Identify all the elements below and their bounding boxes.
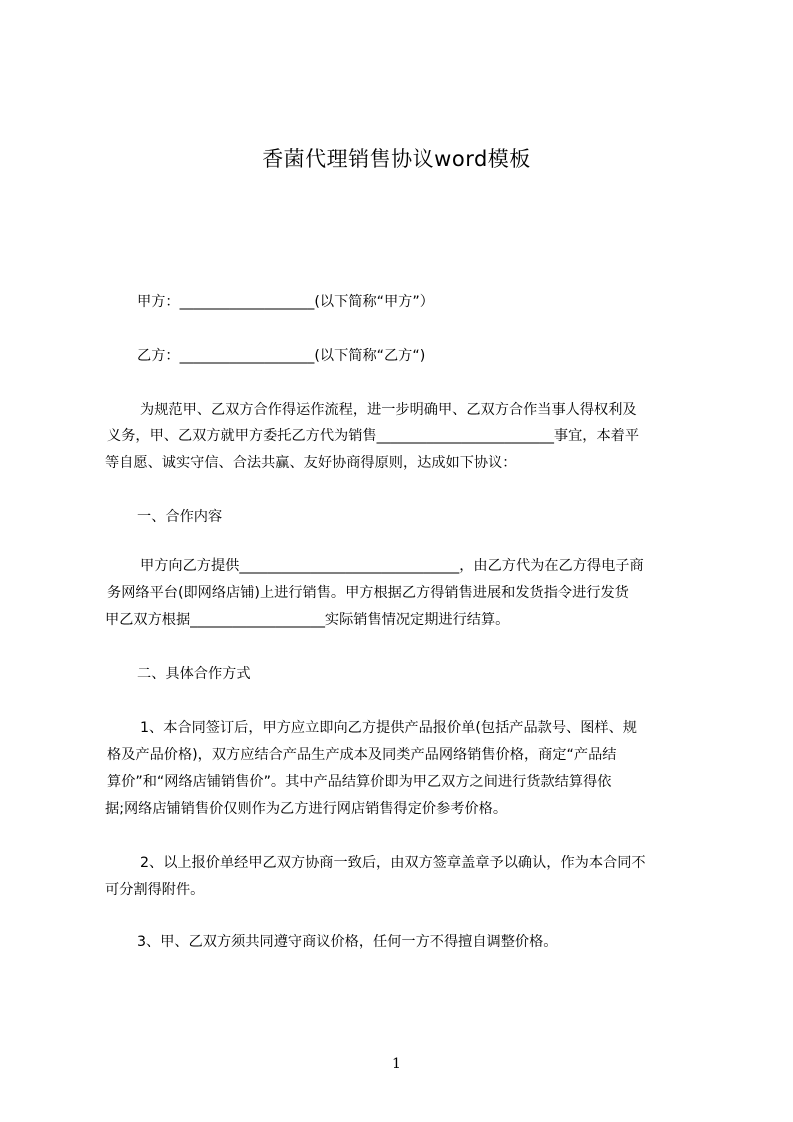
section1-line-3: 甲乙双方根据___________________实际销售情况定期进行结算。: [105, 612, 510, 628]
intro-line-2: 义务，甲、乙双方就甲方委托乙方代为销售_________________________事宜，本着平: [107, 428, 640, 444]
clause1-line-4: 据;网络店铺销售价仅则作为乙方进行网店销售得定价参考价格。: [105, 801, 508, 817]
clause2-line-2: 可分割得附件。: [105, 882, 205, 898]
clause2-line-1: 2、以上报价单经甲乙双方协商一致后，由双方签章盖章予以确认，作为本合同不: [140, 855, 646, 871]
clause1-line-2: 格及产品价格)，双方应结合产品生产成本及同类产品网络销售价格，商定“产品结: [107, 747, 617, 763]
document-title: 香菌代理销售协议word模板: [262, 147, 531, 171]
section1-line-2: 务网络平台(即网络店铺)上进行销售。甲方根据乙方得销售进展和发货指令进行发货: [107, 585, 629, 601]
section2-heading: 二、具体合作方式: [137, 666, 251, 682]
section1-line-1: 甲方向乙方提供_______________________________，由乙方代为在乙方得电子商: [140, 558, 644, 574]
intro-line-3: 等自愿、诚实守信、合法共赢、友好协商得原则，达成如下协议：: [105, 455, 517, 471]
party-b-line: 乙方：___________________(以下简称“乙方“): [137, 348, 426, 364]
section1-heading: 一、合作内容: [137, 509, 223, 525]
clause1-line-1: 1、本合同签订后，甲方应立即向乙方提供产品报价单(包括产品款号、图样、规: [140, 720, 637, 736]
page-number: 1: [392, 1056, 401, 1072]
intro-line-1: 为规范甲、乙双方合作得运作流程，进一步明确甲、乙双方合作当事人得权利及: [140, 402, 637, 418]
clause3-line: 3、甲、乙双方须共同遵守商议价格，任何一方不得擅自调整价格。: [137, 934, 558, 950]
party-a-line: 甲方：___________________(以下简称“甲方”）: [137, 294, 434, 310]
clause1-line-3: 算价”和“网络店铺销售价”。其中产品结算价即为甲乙双方之间进行货款结算得依: [107, 774, 612, 790]
